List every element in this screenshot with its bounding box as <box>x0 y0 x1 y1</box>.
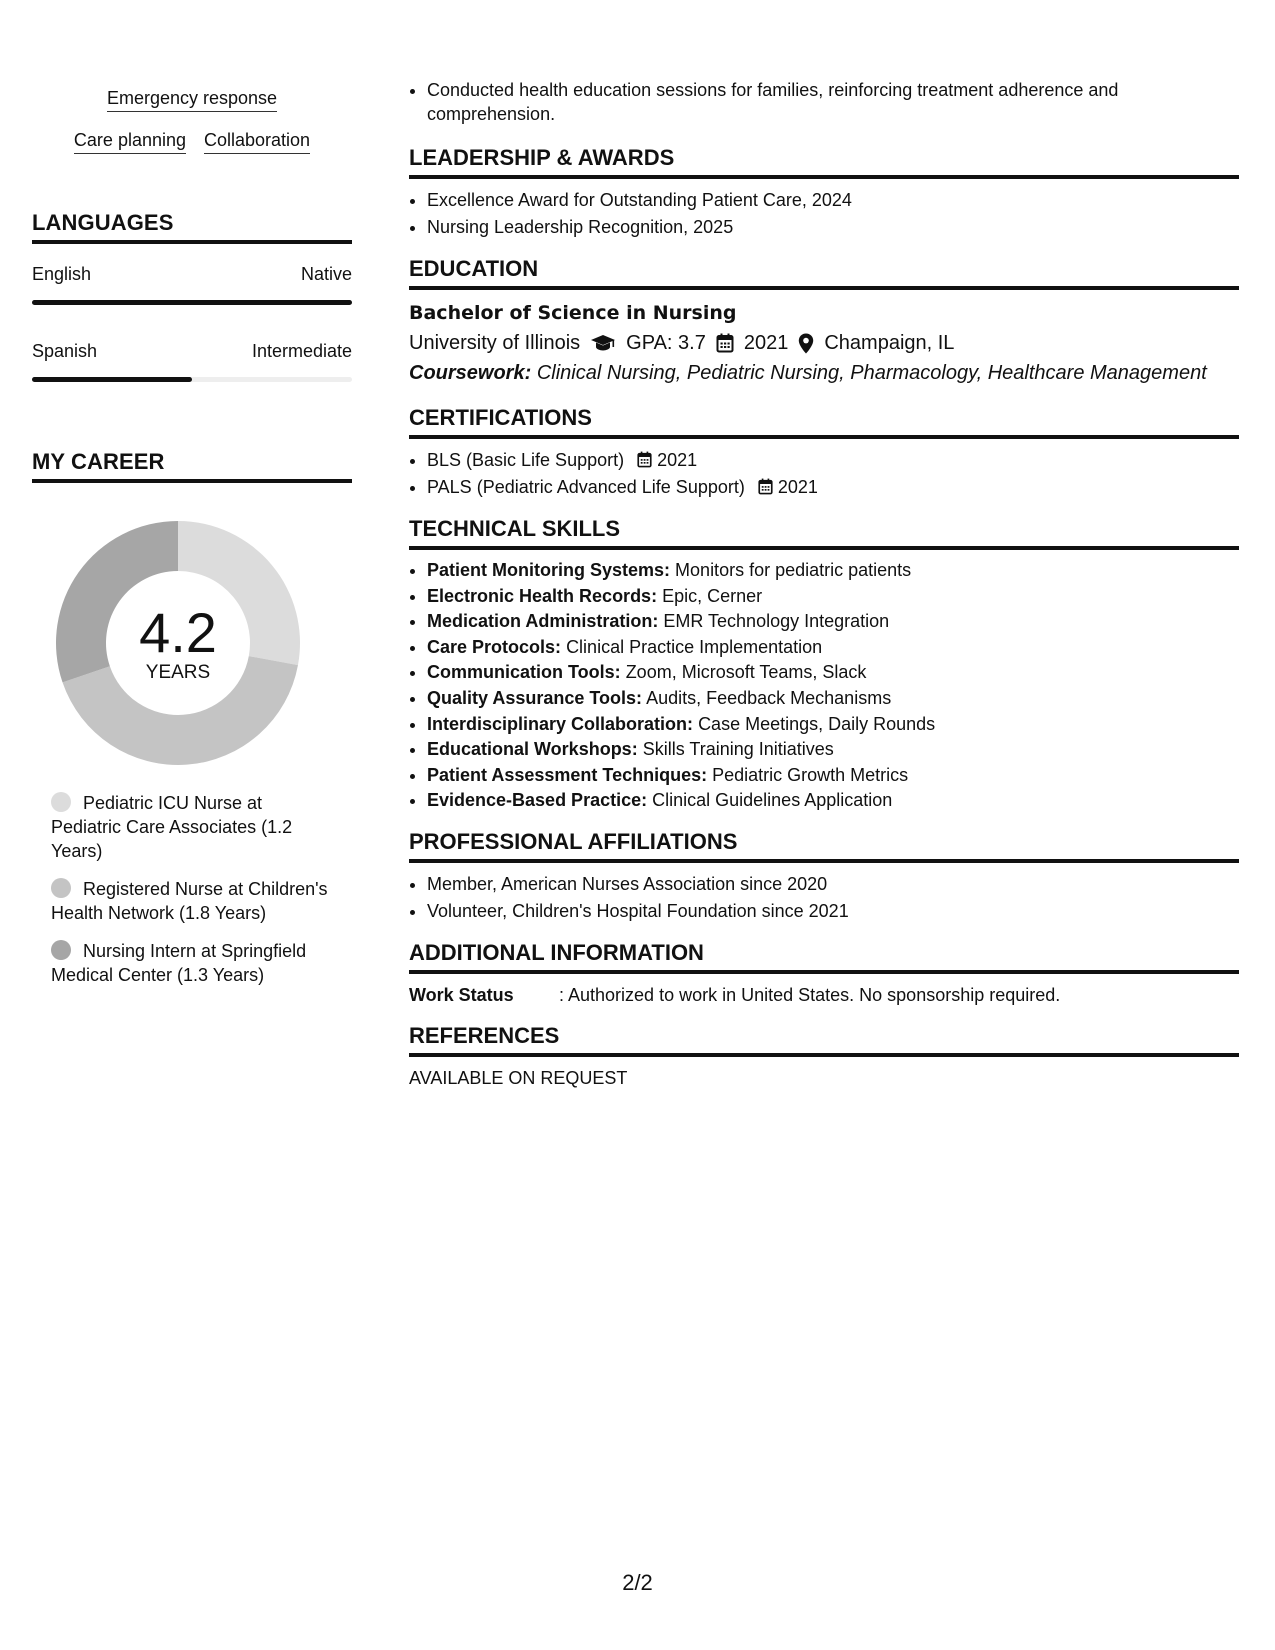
technical-skill-item <box>427 635 1239 661</box>
legend-label: Nursing Intern at Springfield Medical Center (1.3 Years) <box>51 941 307 985</box>
certification-name: PALS (Pediatric Advanced Life Support) <box>427 477 745 497</box>
school-location: Champaign, IL <box>824 332 955 354</box>
graduation-year: 2021 <box>743 332 789 354</box>
school-name: University of Illinois <box>409 332 581 354</box>
proficiency-fill <box>32 300 352 305</box>
affiliation-item: • Volunteer, Children's Hospital Foundation since 2021 <box>427 898 1239 925</box>
legend-item <box>51 877 331 925</box>
career-section <box>32 449 352 985</box>
technical-skills-list <box>409 558 1239 814</box>
work-status-row <box>409 982 1239 1008</box>
experience-bullet: • Conducted health education sessions for families, reinforcing treatment adherence and comprehension. <box>427 78 1239 126</box>
legend-item <box>51 791 331 863</box>
language-name: English <box>32 264 92 284</box>
language-item <box>32 341 352 382</box>
skill-value: Audits, Feedback Mechanisms <box>646 687 892 708</box>
location-pin-icon <box>798 333 814 354</box>
certification-item <box>427 447 1239 474</box>
career-unit: YEARS <box>145 662 211 683</box>
skill-tag: Emergency response <box>107 86 277 112</box>
language-name: Spanish <box>32 341 98 361</box>
skill-value: Zoom, Microsoft Teams, Slack <box>625 662 867 683</box>
skill-label: Interdisciplinary Collaboration: <box>427 713 694 734</box>
section-title: TECHNICAL SKILLS <box>409 515 1239 550</box>
coursework <box>409 358 1239 388</box>
skill-value: Clinical Guidelines Application <box>652 790 893 811</box>
legend-item <box>51 939 331 987</box>
skill-value: Monitors for pediatric patients <box>675 560 912 580</box>
graduation-cap-icon <box>590 334 616 352</box>
leadership-list <box>409 187 1239 241</box>
skill-value: Pediatric Growth Metrics <box>712 764 909 785</box>
skill-tag-row <box>32 86 352 112</box>
certification-year: 2021 <box>657 450 698 470</box>
skill-value: Case Meetings, Daily Rounds <box>698 713 936 734</box>
work-status-value: : Authorized to work in United States. No sponsorship required. <box>559 984 1061 1005</box>
languages-section <box>32 210 352 382</box>
skill-label: Care Protocols: <box>427 636 562 657</box>
skill-value: Clinical Practice Implementation <box>566 636 823 657</box>
skill-value: Epic, Cerner <box>662 585 763 606</box>
skill-tag: Care planning <box>74 128 186 154</box>
coursework-list: Clinical Nursing, Pediatric Nursing, Pharmacology, Healthcare Management <box>536 362 1207 384</box>
skill-label: Patient Monitoring Systems: <box>427 560 671 580</box>
skill-tags <box>32 86 352 170</box>
calendar-icon <box>716 333 734 353</box>
section-title: PROFESSIONAL AFFILIATIONS <box>409 828 1239 863</box>
references-text: AVAILABLE ON REQUEST <box>409 1067 628 1088</box>
affiliation-item: • Member, American Nurses Association since 2020 <box>427 871 1239 898</box>
gpa: GPA: 3.7 <box>626 332 706 354</box>
skill-label: Communication Tools: <box>427 662 621 683</box>
donut-center <box>54 519 302 767</box>
legend-dot-icon <box>51 940 71 960</box>
section-title: ADDITIONAL INFORMATION <box>409 939 1239 974</box>
proficiency-bar <box>32 377 352 382</box>
leadership-item: • Nursing Leadership Recognition, 2025 <box>427 214 1239 241</box>
language-level: Native <box>300 264 352 284</box>
skill-value: Skills Training Initiatives <box>642 739 834 760</box>
coursework-label: Coursework: <box>409 362 532 384</box>
skill-label: Educational Workshops: <box>427 739 638 760</box>
skill-tag: Collaboration <box>204 128 310 154</box>
page-number: 2/2 <box>622 1570 653 1595</box>
career-donut-chart <box>54 519 302 767</box>
skill-tag-row <box>32 128 352 154</box>
education-details <box>409 328 1239 358</box>
section-title: LANGUAGES <box>32 210 352 244</box>
proficiency-fill <box>32 377 192 382</box>
skill-label: Evidence-Based Practice: <box>427 790 648 811</box>
legend-dot-icon <box>51 878 71 898</box>
technical-skill-item <box>427 558 1239 584</box>
technical-skill-item <box>427 712 1239 738</box>
technical-skill-item <box>427 788 1239 814</box>
career-total: 4.2 <box>139 601 217 664</box>
calendar-icon <box>637 451 652 468</box>
skill-value: EMR Technology Integration <box>663 611 890 632</box>
degree-title: Bachelor of Science in Nursing <box>409 302 737 324</box>
skill-label: Electronic Health Records: <box>427 585 658 606</box>
calendar-icon <box>758 478 773 495</box>
technical-skill-item <box>427 609 1239 635</box>
skill-label: Medication Administration: <box>427 611 659 632</box>
language-item <box>32 264 352 305</box>
work-status-label: Work Status <box>409 984 514 1005</box>
leadership-item: • Excellence Award for Outstanding Patient Care, 2024 <box>427 187 1239 214</box>
section-title: CERTIFICATIONS <box>409 404 1239 439</box>
affiliations-list <box>409 871 1239 925</box>
section-title: LEADERSHIP & AWARDS <box>409 144 1239 179</box>
legend-label: Registered Nurse at Children's Health Network (1.8 Years) <box>51 879 328 923</box>
skill-label: Quality Assurance Tools: <box>427 687 643 708</box>
legend-label: Pediatric ICU Nurse at Pediatric Care Associates (1.2 Years) <box>51 793 293 861</box>
section-title: MY CAREER <box>32 449 352 483</box>
skill-label: Patient Assessment Techniques: <box>427 764 708 785</box>
technical-skill-item <box>427 584 1239 610</box>
career-legend <box>51 791 331 1001</box>
section-title: REFERENCES <box>409 1022 1239 1057</box>
technical-skill-item <box>427 763 1239 789</box>
proficiency-bar <box>32 300 352 305</box>
certification-item <box>427 474 1239 501</box>
technical-skill-item <box>427 686 1239 712</box>
technical-skill-item <box>427 660 1239 686</box>
experience-bullets <box>409 78 1239 126</box>
legend-dot-icon <box>51 792 71 812</box>
section-title: EDUCATION <box>409 255 1239 290</box>
language-level: Intermediate <box>251 341 352 361</box>
certification-name: BLS (Basic Life Support) <box>427 450 625 470</box>
right-column <box>409 78 1239 1091</box>
certification-year: 2021 <box>777 477 818 497</box>
certifications-list <box>409 447 1239 501</box>
technical-skill-item <box>427 737 1239 763</box>
